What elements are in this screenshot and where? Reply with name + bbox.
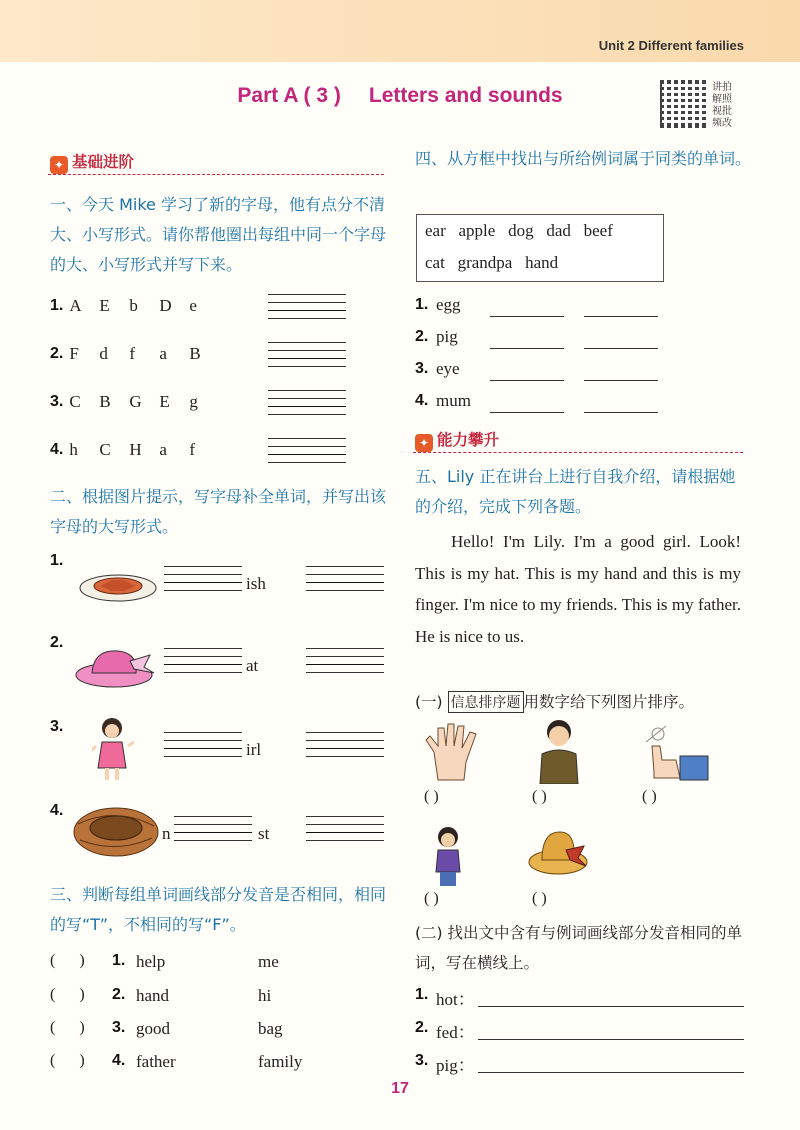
letter[interactable]: A xyxy=(69,296,82,315)
example-word: mum xyxy=(436,391,471,410)
capital-lines[interactable] xyxy=(306,816,384,846)
letter-lines[interactable] xyxy=(174,816,252,846)
word-box-row1: ear apple dog dad beef xyxy=(425,221,613,240)
hat-icon xyxy=(528,826,590,876)
girl-image xyxy=(92,716,134,784)
q1-item xyxy=(50,296,219,316)
order-paren[interactable]: ( ) xyxy=(532,890,547,907)
section-advanced xyxy=(415,428,499,452)
word-suffix: irl xyxy=(246,740,262,759)
section-basic-label: 基础进阶 xyxy=(72,153,135,171)
word-suffix: at xyxy=(246,656,259,675)
order-paren[interactable]: ( ) xyxy=(424,788,439,805)
answer-line[interactable] xyxy=(478,1072,744,1073)
example-word: eye xyxy=(436,359,460,378)
letter[interactable]: C xyxy=(99,440,111,459)
letter[interactable]: f xyxy=(129,344,136,363)
girl-icon xyxy=(428,826,468,888)
answer-lines[interactable] xyxy=(268,390,346,420)
item-number: 2. xyxy=(50,634,64,651)
climber-icon: ✦ xyxy=(415,434,433,452)
answer-line[interactable] xyxy=(490,412,564,413)
item-number: 2. xyxy=(415,328,429,345)
word-1: father xyxy=(136,1052,176,1071)
letter-lines[interactable] xyxy=(164,648,242,678)
sub1-instruction: (一) 信息排序题 用数字给下列图片排序。 xyxy=(415,693,695,711)
q1-item xyxy=(50,392,219,412)
item-number: 1. xyxy=(415,986,429,1003)
word-suffix: st xyxy=(258,824,270,843)
order-paren[interactable]: ( ) xyxy=(424,890,439,907)
order-paren[interactable]: ( ) xyxy=(642,788,657,805)
letter[interactable]: a xyxy=(159,440,167,459)
word-2: bag xyxy=(258,1019,283,1038)
example-word: hot： xyxy=(436,990,475,1009)
answer-line[interactable] xyxy=(584,412,658,413)
answer-line[interactable] xyxy=(584,380,658,381)
word-2: family xyxy=(258,1052,303,1071)
letter-lines[interactable] xyxy=(164,732,242,762)
answer-lines[interactable] xyxy=(268,438,346,468)
title-main: Letters and sounds xyxy=(368,84,563,107)
item-number: 3. xyxy=(415,360,429,377)
example-word: fed： xyxy=(436,1023,475,1042)
answer-line[interactable] xyxy=(478,1039,744,1040)
letter[interactable]: F xyxy=(69,344,79,363)
example-word: egg xyxy=(436,295,461,314)
section-basic xyxy=(50,150,134,174)
divider xyxy=(413,452,743,453)
letter[interactable]: B xyxy=(99,392,111,411)
example-word: pig xyxy=(436,327,458,346)
fish-plate-image xyxy=(78,568,158,604)
unit-label: Unit 2 Different families xyxy=(598,38,744,53)
finger-icon xyxy=(636,722,712,782)
letter[interactable]: E xyxy=(159,392,170,411)
item-number: 3. xyxy=(50,393,64,410)
boy-icon xyxy=(532,718,586,784)
letter[interactable]: d xyxy=(99,344,108,363)
word-box-row2: cat grandpa hand xyxy=(425,253,559,272)
sub2-instruction: (二) 找出文中含有与例词画线部分发音相同的单词，写在横线上。 xyxy=(415,924,743,972)
item-number: 1. xyxy=(415,296,429,313)
example-word: pig： xyxy=(436,1056,475,1075)
q1-prompt: 一、今天 Mike 学习了新的字母，他有点分不清大、小写形式。请你帮他圈出每组中同一个字母的大、小写形式并写下来。 xyxy=(50,195,387,274)
divider xyxy=(48,174,384,175)
item-number: 3. xyxy=(415,1052,429,1069)
word-2: me xyxy=(258,952,279,971)
hand-icon xyxy=(420,722,488,782)
item-number: 4. xyxy=(50,441,64,458)
answer-line[interactable] xyxy=(490,380,564,381)
item-number: 4. xyxy=(415,392,429,409)
letter[interactable]: g xyxy=(189,392,198,411)
letter[interactable]: D xyxy=(159,296,172,315)
word-1: help xyxy=(136,952,166,971)
letter-group xyxy=(69,344,219,364)
answer-paren[interactable]: ( ) xyxy=(50,952,85,969)
sub1-tag: 信息排序题 xyxy=(448,691,524,713)
item-number: 2. xyxy=(50,345,64,362)
letter[interactable]: B xyxy=(189,344,201,363)
answer-paren[interactable]: ( ) xyxy=(50,1019,85,1036)
word-1: hand xyxy=(136,986,170,1005)
section-advanced-label: 能力攀升 xyxy=(437,431,500,449)
item-number: 1. xyxy=(50,297,64,314)
passage: Hello! I'm Lily. I'm a good girl. Look! This is my hat. This is my hand and this is my finger. I'm nice to my friends. This is my father. He is nice to us. xyxy=(415,532,741,646)
q5-prompt: 五、Lily 正在讲台上进行自我介绍，请根据她的介绍，完成下列各题。 xyxy=(415,467,736,516)
order-paren[interactable]: ( ) xyxy=(532,788,547,805)
item-number: 4. xyxy=(112,1052,126,1069)
capital-lines[interactable] xyxy=(306,732,384,762)
letter-group xyxy=(69,392,219,412)
item-number: 1. xyxy=(50,552,64,569)
answer-lines[interactable] xyxy=(268,342,346,372)
letter[interactable]: G xyxy=(129,392,142,411)
answer-paren[interactable]: ( ) xyxy=(50,1052,85,1069)
letter[interactable]: f xyxy=(189,440,196,459)
letter[interactable]: H xyxy=(129,440,142,459)
answer-line[interactable] xyxy=(478,1006,744,1007)
answer-line[interactable] xyxy=(584,348,658,349)
letter[interactable]: h xyxy=(69,440,78,459)
letter-group xyxy=(69,440,219,460)
answer-line[interactable] xyxy=(584,316,658,317)
capital-lines[interactable] xyxy=(306,648,384,678)
letter[interactable]: a xyxy=(159,344,167,363)
word-box xyxy=(416,214,664,282)
letter[interactable]: b xyxy=(129,296,138,315)
item-number: 3. xyxy=(50,718,64,735)
q2-prompt: 二、根据图片提示，写字母补全单词，并写出该字母的大写形式。 xyxy=(50,487,387,536)
q1-item xyxy=(50,344,219,364)
answer-line[interactable] xyxy=(490,316,564,317)
q3-prompt: 三、判断每组单词画线部分发音是否相同，相同的写“T”，不相同的写“F”。 xyxy=(50,885,387,934)
q4-prompt: 四、从方框中找出与所给例词属于同类的单词。 xyxy=(415,149,752,168)
title-part: Part A ( 3 ) xyxy=(237,84,341,107)
letter[interactable]: E xyxy=(99,296,110,315)
capital-lines[interactable] xyxy=(306,566,384,596)
page-number: 17 xyxy=(391,1080,409,1097)
word-2: hi xyxy=(258,986,272,1005)
answer-lines[interactable] xyxy=(268,294,346,324)
word-suffix: ish xyxy=(246,574,266,593)
letter-group xyxy=(69,296,219,316)
qr-caption: 讲拍 解照 视批 频改 xyxy=(712,82,732,129)
item-number: 3. xyxy=(112,1019,126,1036)
letter[interactable]: C xyxy=(69,392,81,411)
runner-icon: ✦ xyxy=(50,156,68,174)
q1-item xyxy=(50,440,219,460)
item-number: 2. xyxy=(112,986,126,1003)
letter-lines[interactable] xyxy=(164,566,242,596)
item-number: 1. xyxy=(112,952,126,969)
word-1: good xyxy=(136,1019,170,1038)
answer-line[interactable] xyxy=(490,348,564,349)
item-number: 4. xyxy=(50,802,64,819)
item-number: 2. xyxy=(415,1019,429,1036)
bird-nest-image xyxy=(72,804,160,860)
pink-hat-image xyxy=(74,645,158,689)
letter[interactable]: e xyxy=(189,296,197,315)
answer-paren[interactable]: ( ) xyxy=(50,986,85,1003)
word-prefix: n xyxy=(162,824,171,843)
